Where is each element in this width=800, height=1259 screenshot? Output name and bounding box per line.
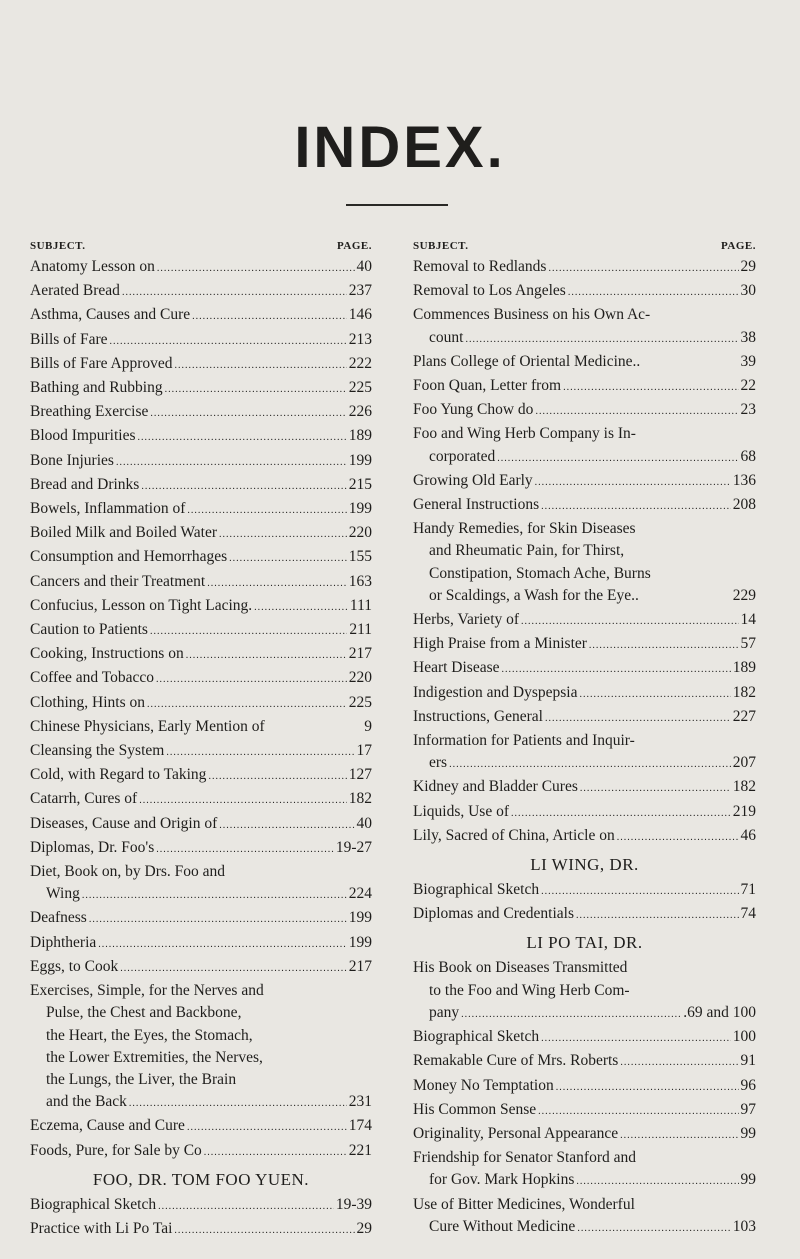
entry-text: Catarrh, Cures of [30, 790, 138, 808]
entry-text: Bills of Fare [30, 330, 108, 348]
entry-text-line: and Rheumatic Pain, for Thirst, [429, 542, 625, 560]
index-entry [30, 377, 372, 401]
entry-page: 96 [740, 1076, 756, 1094]
leader-dots [158, 1196, 334, 1218]
entry-page: 40 [356, 814, 372, 832]
leader-dots [116, 452, 347, 474]
index-entry [413, 351, 756, 375]
entry-text: Bread and Drinks [30, 475, 140, 493]
entry-page: 29 [356, 1219, 372, 1237]
leader-dots [187, 1117, 347, 1139]
entry-text-line: Use of Bitter Medicines, Wonderful [413, 1195, 635, 1213]
leader-dots [141, 476, 346, 498]
index-entry [413, 825, 756, 849]
leader-dots [110, 331, 347, 353]
entry-text: Consumption and Hemorrhages [30, 548, 228, 566]
entry-page: 57 [740, 635, 756, 653]
index-entry [30, 740, 372, 764]
entry-page: 220 [348, 669, 372, 687]
leader-dots [589, 635, 739, 657]
index-entry [413, 633, 756, 657]
index-entry [30, 1218, 372, 1242]
entry-page: 227 [732, 707, 756, 725]
entry-page: 68 [740, 447, 756, 465]
leader-dots [497, 448, 738, 470]
index-entry [30, 692, 372, 716]
entry-page: 9 [364, 717, 372, 735]
index-entry [413, 1026, 756, 1050]
leader-dots [541, 496, 731, 518]
entry-text-line: the Lungs, the Liver, the Brain [46, 1070, 237, 1088]
index-entry [30, 956, 372, 980]
leader-dots [577, 1218, 730, 1240]
entry-page: .69 and 100 [683, 1003, 756, 1021]
index-entry [30, 619, 372, 643]
leader-dots [535, 401, 738, 423]
index-entry [30, 1115, 372, 1139]
entry-text: General Instructions [413, 496, 540, 514]
entry-text-line: Diet, Book on, by Drs. Foo and [30, 863, 226, 881]
entry-text: Herbs, Variety of [413, 611, 520, 629]
index-entry [30, 280, 372, 304]
entry-page: 211 [349, 621, 372, 639]
index-entry [30, 571, 372, 595]
entry-text: Bills of Fare Approved [30, 354, 173, 372]
entry-text: Asthma, Causes and Cure [30, 306, 191, 324]
entry-text: Cleansing the System [30, 742, 165, 760]
entry-page: 40 [356, 258, 372, 275]
leader-dots [620, 1125, 738, 1147]
entry-page: 17 [356, 742, 372, 760]
leader-dots [219, 815, 354, 837]
entry-page: 146 [348, 306, 372, 324]
entry-text: Foo Yung Chow do [413, 401, 534, 419]
index-entry [30, 643, 372, 667]
entry-text: Bathing and Rubbing [30, 379, 163, 397]
index-entry [30, 861, 372, 907]
entry-text: Biographical Sketch [413, 881, 540, 899]
index-entry [413, 1123, 756, 1147]
index-entry [413, 1194, 756, 1240]
entry-page: 189 [348, 427, 372, 445]
leader-dots [502, 659, 731, 681]
entry-text: Cure Without Medicine [429, 1217, 576, 1235]
entry-page: 155 [348, 548, 372, 566]
leader-dots [89, 909, 347, 931]
leader-dots [208, 766, 346, 788]
leader-dots [156, 839, 334, 861]
entry-page: 30 [740, 282, 756, 300]
index-entry [30, 907, 372, 931]
leader-dots [563, 377, 738, 399]
entry-page: 225 [348, 693, 372, 711]
entry-page: 182 [348, 790, 372, 808]
index-entry [30, 716, 372, 740]
entry-text: Diphtheria [30, 933, 97, 951]
entry-text: Foon Quan, Letter from [413, 377, 562, 395]
entry-page: 14 [740, 611, 756, 629]
entry-page: 99 [740, 1171, 756, 1189]
entry-page: 38 [740, 328, 756, 346]
entry-text: Heart Disease [413, 659, 500, 677]
entry-page: 226 [348, 403, 372, 421]
entry-page: 71 [740, 881, 756, 899]
entry-list [30, 1194, 372, 1242]
entry-page: 199 [348, 500, 372, 518]
leader-dots [175, 355, 347, 377]
leader-dots [174, 1220, 354, 1242]
entry-page: 29 [740, 258, 756, 275]
leader-dots [122, 282, 347, 304]
entry-text: Eggs, to Cook [30, 957, 119, 975]
entry-list [413, 879, 756, 927]
entry-text: Wing [46, 885, 80, 903]
entry-text: Chinese Physicians, Early Mention of [30, 717, 265, 735]
leader-dots [207, 573, 347, 595]
entry-page: 199 [348, 909, 372, 927]
leader-dots [186, 645, 347, 667]
entry-text: Plans College of Oriental Medicine.. [413, 352, 641, 370]
leader-dots [139, 790, 347, 812]
entry-text-line: Handy Remedies, for Skin Diseases [413, 520, 636, 538]
leader-dots [120, 958, 346, 980]
index-entry [30, 788, 372, 812]
index-entry [413, 494, 756, 518]
section-heading: LI WING, DR. [530, 855, 639, 875]
entry-text: Cancers and their Treatment [30, 572, 206, 590]
entry-text-line: Commences Business on his Own Ac- [413, 306, 651, 324]
entry-text: Biographical Sketch [30, 1195, 157, 1213]
entry-page: 225 [348, 379, 372, 397]
index-entry [30, 401, 372, 425]
entry-text-line: His Book on Diseases Transmitted [413, 959, 628, 977]
entry-text: Coffee and Tobacco [30, 669, 155, 687]
entry-text: Kidney and Bladder Cures [413, 778, 578, 796]
leader-dots [150, 403, 346, 425]
entry-page: 219 [732, 802, 756, 820]
entry-text: Removal to Redlands [413, 258, 547, 275]
entry-page: 127 [348, 766, 372, 784]
entry-page: 221 [348, 1141, 372, 1159]
leader-dots [579, 684, 730, 706]
entry-text: Money No Temptation [413, 1076, 554, 1094]
index-entry [30, 932, 372, 956]
index-entry [413, 706, 756, 730]
index-entry [413, 423, 756, 469]
entry-text: Anatomy Lesson on [30, 258, 155, 275]
entry-text: Cooking, Instructions on [30, 645, 184, 663]
leader-dots [157, 258, 355, 280]
leader-dots [129, 1093, 347, 1115]
entry-page: 19-39 [335, 1195, 372, 1213]
entry-page: 217 [348, 645, 372, 663]
index-entry [413, 470, 756, 494]
entry-text: Bone Injuries [30, 451, 114, 469]
entry-text: Diseases, Cause and Origin of [30, 814, 218, 832]
entry-text: Originality, Personal Appearance [413, 1124, 619, 1142]
entry-text-line: to the Foo and Wing Herb Com- [429, 981, 630, 999]
index-entry [30, 667, 372, 691]
entry-page: 74 [740, 905, 756, 923]
index-entry [30, 474, 372, 498]
entry-page: 111 [349, 596, 372, 614]
column-header [413, 236, 756, 256]
entry-text: Clothing, Hints on [30, 693, 145, 711]
entry-page: 174 [348, 1117, 372, 1135]
index-entry [413, 280, 756, 304]
index-entry [413, 399, 756, 423]
entry-page: 189 [732, 659, 756, 677]
leader-dots [147, 694, 347, 716]
index-entry [413, 1099, 756, 1123]
leader-dots [461, 1004, 681, 1026]
entry-text: Cold, with Regard to Taking [30, 766, 207, 784]
leader-dots [580, 778, 731, 800]
leader-dots [541, 1028, 731, 1050]
entry-page: 213 [348, 330, 372, 348]
entry-text: for Gov. Mark Hopkins [429, 1171, 575, 1189]
entry-page: 224 [348, 885, 372, 903]
leader-dots [156, 669, 347, 691]
entry-page: 199 [348, 451, 372, 469]
index-entry [413, 1075, 756, 1099]
entry-list [413, 957, 756, 1239]
leader-dots [465, 329, 738, 351]
leader-dots [538, 1101, 738, 1123]
index-entry [30, 522, 372, 546]
leader-dots [576, 1171, 738, 1193]
entry-text: corporated [429, 447, 496, 465]
index-entry [30, 837, 372, 861]
entry-page: 39 [740, 352, 756, 370]
entry-text: Blood Impurities [30, 427, 136, 445]
entry-text: Remakable Cure of Mrs. Roberts [413, 1052, 619, 1070]
index-entry [413, 375, 756, 399]
entry-page: 99 [740, 1124, 756, 1142]
index-entry [30, 764, 372, 788]
index-entry [30, 329, 372, 353]
leader-dots [545, 708, 731, 730]
subject-header: SUBJECT. [413, 240, 469, 252]
index-entry [413, 682, 756, 706]
index-entry [30, 256, 372, 280]
index-entry [30, 1194, 372, 1218]
index-entry [413, 518, 756, 609]
entry-page: 217 [348, 957, 372, 975]
entry-text: Foods, Pure, for Sale by Co [30, 1141, 202, 1159]
entry-text: Confucius, Lesson on Tight Lacing. [30, 596, 253, 614]
index-entry [30, 595, 372, 619]
entry-text: Lily, Sacred of China, Article on [413, 826, 615, 844]
entry-text: and the Back [46, 1093, 127, 1111]
index-entry [413, 304, 756, 350]
entry-text-line: Friendship for Senator Stanford and [413, 1149, 636, 1167]
entry-page: 231 [348, 1093, 372, 1111]
entry-text: Aerated Bread [30, 282, 120, 300]
leader-dots [150, 621, 347, 643]
entry-text-line: the Heart, the Eyes, the Stomach, [46, 1026, 253, 1044]
leader-dots [187, 500, 346, 522]
leader-dots [219, 524, 347, 546]
entry-text: Biographical Sketch [413, 1028, 540, 1046]
index-entry [413, 256, 756, 280]
index-entry [30, 304, 372, 328]
entry-text: Eczema, Cause and Cure [30, 1117, 185, 1135]
leader-dots [576, 905, 739, 927]
entry-page: 237 [348, 282, 372, 300]
entry-page: 46 [740, 826, 756, 844]
entry-page: 91 [740, 1052, 756, 1070]
entry-text: Caution to Patients [30, 621, 148, 639]
entry-text-line: Information for Patients and Inquir- [413, 732, 635, 750]
entry-text: High Praise from a Minister [413, 635, 587, 653]
index-entry [30, 498, 372, 522]
entry-page: 19-27 [335, 838, 372, 856]
entry-text: Bowels, Inflammation of [30, 500, 186, 518]
index-entry [413, 609, 756, 633]
entry-text: pany [429, 1003, 460, 1021]
index-entry [413, 801, 756, 825]
entry-text: Practice with Li Po Tai [30, 1219, 173, 1237]
entry-page: 199 [348, 933, 372, 951]
index-entry [413, 730, 756, 776]
entry-text-line: Constipation, Stomach Ache, Burns [429, 564, 651, 582]
index-entry [30, 546, 372, 570]
index-entry [413, 957, 756, 1026]
leader-dots [556, 1077, 739, 1099]
entry-text: His Common Sense [413, 1100, 537, 1118]
entry-page: 220 [348, 524, 372, 542]
entry-list [413, 256, 756, 849]
page-header: PAGE. [721, 240, 756, 252]
entry-text: Breathing Exercise [30, 403, 149, 421]
index-entry [413, 879, 756, 903]
entry-text: Diplomas, Dr. Foo's [30, 838, 155, 856]
leader-dots [82, 885, 347, 907]
entry-page: 23 [740, 401, 756, 419]
leader-dots [165, 379, 347, 401]
leader-dots [548, 258, 738, 280]
entry-text: Liquids, Use of [413, 802, 510, 820]
entry-text-line: the Lower Extremities, the Nerves, [46, 1048, 263, 1066]
entry-page: 215 [348, 475, 372, 493]
leader-dots [166, 742, 354, 764]
page-header: PAGE. [337, 240, 372, 252]
leader-dots [449, 754, 731, 776]
leader-dots [204, 1142, 347, 1164]
entry-text: count [429, 328, 464, 346]
entry-text-line: Exercises, Simple, for the Nerves and [30, 982, 264, 1000]
leader-dots [137, 427, 346, 449]
entry-page: 229 [732, 586, 756, 604]
entry-page: 182 [732, 778, 756, 796]
leader-dots [521, 611, 738, 633]
entry-page: 100 [732, 1028, 756, 1046]
leader-dots [98, 934, 346, 956]
entry-page: 222 [348, 354, 372, 372]
right-column [413, 236, 756, 1240]
column-header [30, 236, 372, 256]
leader-dots [541, 881, 738, 903]
entry-text: Instructions, General [413, 707, 543, 725]
leader-dots [620, 1052, 738, 1074]
entry-text-line: Pulse, the Chest and Backbone, [46, 1004, 242, 1022]
index-entry [30, 353, 372, 377]
leader-dots [192, 306, 347, 328]
index-entry [30, 1140, 372, 1164]
leader-dots [568, 282, 739, 304]
entry-page: 97 [740, 1100, 756, 1118]
index-entry [30, 980, 372, 1115]
leader-dots [254, 597, 348, 619]
index-entry [30, 425, 372, 449]
entry-text: or Scaldings, a Wash for the Eye.. [429, 586, 639, 604]
entry-text: Diplomas and Credentials [413, 905, 574, 923]
index-entry [30, 450, 372, 474]
leader-dots [617, 827, 739, 849]
entry-page: 103 [732, 1217, 756, 1235]
entry-text: Deafness [30, 909, 87, 927]
leader-dots [511, 803, 731, 825]
index-entry [413, 1147, 756, 1193]
index-entry [413, 657, 756, 681]
entry-text: Growing Old Early [413, 471, 533, 489]
leader-dots [535, 472, 731, 494]
entry-page: 163 [348, 572, 372, 590]
entry-text: Boiled Milk and Boiled Water [30, 524, 218, 542]
entry-page: 136 [732, 471, 756, 489]
entry-text: Removal to Los Angeles [413, 282, 566, 300]
entry-page: 207 [732, 754, 756, 772]
section-heading: FOO, DR. TOM FOO YUEN. [92, 1169, 310, 1189]
entry-text: Indigestion and Dyspepsia [413, 683, 578, 701]
title-rule [346, 204, 448, 206]
section-heading: LI PO TAI, DR. [526, 933, 643, 953]
index-entry [413, 776, 756, 800]
entry-page: 22 [740, 377, 756, 395]
entry-text: ers [429, 754, 448, 772]
leader-dots [229, 548, 347, 570]
index-entry [413, 1050, 756, 1074]
entry-page: 208 [732, 496, 756, 514]
left-column [30, 236, 372, 1242]
entry-page: 182 [732, 683, 756, 701]
subject-header: SUBJECT. [30, 240, 86, 252]
entry-list [30, 256, 372, 1164]
page-title: INDEX. [294, 115, 506, 180]
index-entry [413, 903, 756, 927]
index-entry [30, 813, 372, 837]
entry-text-line: Foo and Wing Herb Company is In- [413, 425, 636, 443]
